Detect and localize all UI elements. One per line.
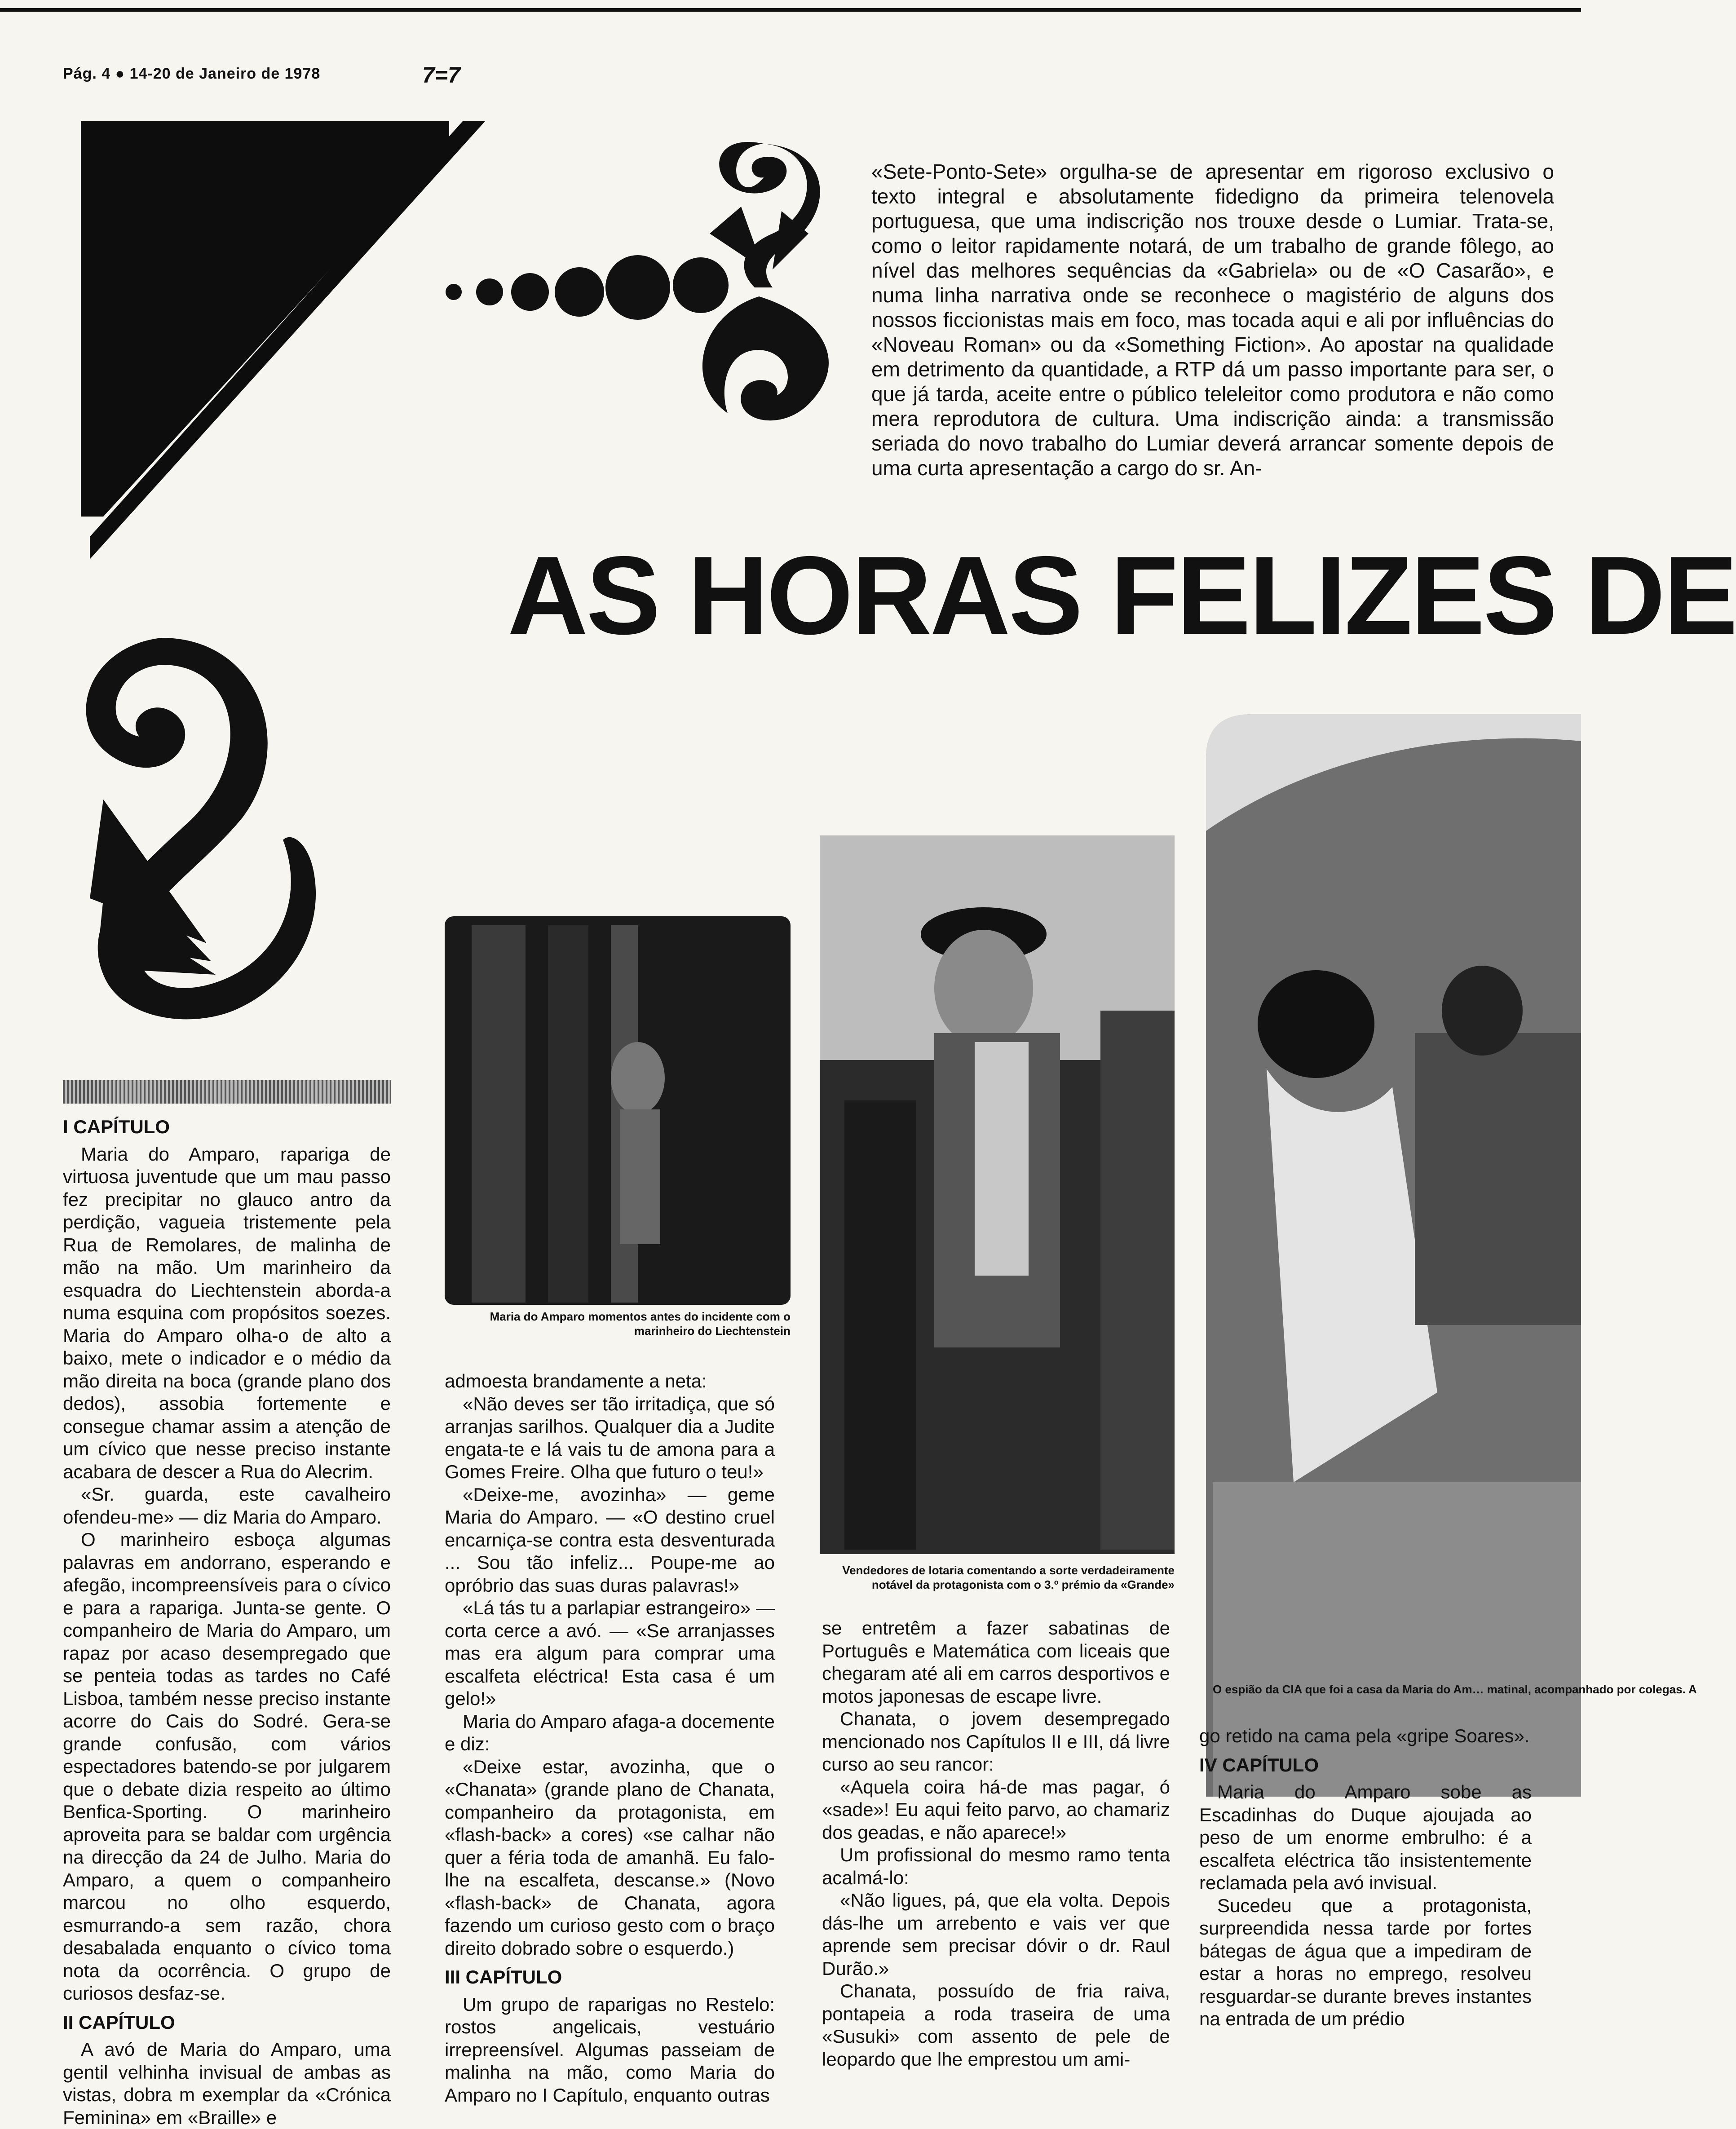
photo-espiao-cia (1206, 714, 1697, 1797)
paragraph: Sucedeu que a protagonista, surpreendida nessa tarde por fortes bátegas de água que a impediram de estar a horas no emprego, resolveu resguardar-se durante breves instantes na entrada de um prédio (1199, 1895, 1532, 2029)
swan-ornament (86, 638, 316, 1019)
paragraph: Chanata, possuído de fria raiva, pontapeia a roda traseira de uma «Susuki» com assento de pele de leopardo que lhe emprestou um ami- (822, 1980, 1170, 2070)
caption-photo-3: O espião da CIA que foi a casa da Maria do Am… matinal, acompanhado por colegas. A (1213, 1683, 1697, 1696)
intro-paragraph: «Sete-Ponto-Sete» orgulha-se de apresentar em rigoroso exclusivo o texto integral e absolutamente fidedigno da primeira telenovela portuguesa, que uma indiscrição nos trouxe desde o Lumiar. Trata-se, como o leitor rapidamente notará, de um trabalho de grande fôlego, ao nível das melhores sequências da «Gabriela» ou de «O Casarão», e numa linha narrativa onde se reconhece o magistério de alguns dos nossos ficcionistas mais em foco, mas tocada aqui e ali por influências do «Noveau Roman» ou da «Something Fiction». Ao apostar na qualidade em detrimento da quantidade, a RTP dá um passo importante para ser, o que já tarda, aceite entre o público teleleitor como produtora e não como mera reprodutora de cultura. Uma indiscrição ainda: a transmissão seriada do novo trabalho do Lumiar deverá arrancar somente depois de uma curta apresentação a cargo do sr. An- (871, 160, 1554, 480)
chapter-heading: II CAPÍTULO (63, 2011, 175, 2033)
decorative-bar (63, 1080, 391, 1104)
paragraph: «Lá tás tu a parlapiar estrangeiro» — corta cerce a avó. — «Se arranjasses mas era algum para comprar uma escalfeta eléctrica! Esta casa é um gelo!» (445, 1597, 775, 1709)
article-column-3 (822, 1617, 1170, 2071)
article-column-1 (63, 1109, 391, 2129)
caption-photo-2: Vendedores de lotaria comentando a sorte verdadeiramente notável da protagonista com o 3.º prémio da «Grande» (842, 1564, 1175, 1591)
chapter-heading: III CAPÍTULO (445, 1966, 562, 1988)
masthead-logo: 7=7 (422, 62, 460, 88)
photo-vendedores-lotaria (820, 835, 1175, 1554)
chapter-heading: I CAPÍTULO (63, 1116, 170, 1137)
paragraph: «Não ligues, pá, que ela volta. Depois dás-lhe um arrebento e vais ver que aprende sem precisar dóvir o dr. Raul Durão.» (822, 1890, 1170, 1979)
paragraph: Um profissional do mesmo ramo tenta acalmá-lo: (822, 1844, 1170, 1888)
headline: AS HORAS FELIZES DE (508, 533, 1736, 658)
article-column-4 (1199, 1725, 1532, 2031)
paragraph: Um grupo de raparigas no Restelo: rostos angelicais, vestuário irrepreensível. Algumas passeiam de malinha na mão, como Maria do Amparo no I Capítulo, enquanto outras (445, 1993, 775, 2106)
paragraph: O marinheiro esboça algumas palavras em andorrano, esperando e afegão, incompreensíveis para o cívico e para a rapariga. Junta-se gente. O companheiro de Maria do Amparo, um rapaz por acaso desempregado que se penteia todas as tardes no Café Lisboa, também nesse preciso instante acorre do Cais do Sodré. Gera-se grande confusão, com vários espectadores batendo-se por julgarem que o debate dizia respeito ao último Benfica-Sporting. O marinheiro aproveita para se baldar com urgência na direcção da 24 de Julho. Maria do Amparo, a quem o companheiro marcou no olho esquerdo, esmurrando-a sem razão, chora desabalada enquanto o cívico toma nota da ocorrência. O grupo de curiosos desfaz-se. (63, 1529, 391, 2004)
paragraph: Maria do Amparo sobe as Escadinhas do Duque ajoujada ao peso de um enorme embrulho: é a escalfeta eléctrica tão insistentemente reclamada pela avó invisual. (1199, 1781, 1532, 1893)
paragraph: «Aquela coira há-de mas pagar, ó «sade»! Eu aqui feito parvo, ao chamariz dos geadas, e não aparece!» (822, 1776, 1170, 1843)
deco-dot (446, 284, 462, 300)
caption-photo-1: Maria do Amparo momentos antes do incidente com o marinheiro do Liechtenstein (490, 1310, 791, 1338)
page-info: Pág. 4 ● 14-20 de Janeiro de 1978 (63, 65, 321, 82)
paragraph: A avó de Maria do Amparo, uma gentil velhinha invisual de ambas as vistas, dobra m exemplar da «Crónica Feminina» em «Braille» e (63, 2039, 391, 2128)
paragraph: Chanata, o jovem desempregado mencionado nos Capítulos II e III, dá livre curso ao seu rancor: (822, 1708, 1170, 1775)
paragraph: Maria do Amparo, rapariga de virtuosa juventude que um mau passo fez precipitar no glauco antro da perdição, vagueia tristemente pela Rua de Remolares, de malinha de mão na mão. Um marinheiro da esquadra do Liechtenstein aborda-a numa esquina com propósitos soezes. Maria do Amparo olha-o de alto a baixo, mete o indicador e o médio da mão direita na boca (grande plano dos dedos), assobia fortemente e consegue chamar assim a atenção de um cívico que nesse preciso instante acabara de descer a Rua do Alecrim. (63, 1143, 391, 1482)
diagonal-band (81, 121, 449, 517)
article-column-2 (445, 1370, 775, 2107)
paragraph: go retido na cama pela «gripe Soares». (1199, 1725, 1530, 1746)
photo-maria-do-amparo (445, 916, 791, 1305)
paragraph: «Deixe estar, avozinha, que o «Chanata» (grande plano de Chanata, companheiro da protagonista, em «flash-back» a cores) «se calhar não quer a féria toda de amanhã. Eu falo-lhe na escalfeta, descanse.» (Novo «flash-back» de Chanata, agora fazendo um curioso gesto com o braço direito dobrado sobre o esquerdo.) (445, 1756, 775, 1959)
paragraph: Maria do Amparo afaga-a docemente e diz: (445, 1710, 775, 1754)
paragraph: «Deixe-me, avozinha» — geme Maria do Amparo. — «O destino cruel encarniça-se contra esta desventurada ... Sou tão infeliz... Poupe-me ao opróbrio das suas duras palavras!» (445, 1484, 775, 1596)
chapter-heading: IV CAPÍTULO (1199, 1754, 1319, 1776)
paragraph: «Não deves ser tão irritadiça, que só arranjas sarilhos. Qualquer dia a Judite engata-te e lá vais tu de amona para a Gomes Freire. Olha que futuro o teu!» (445, 1393, 775, 1482)
paragraph: admoesta brandamente a neta: (445, 1370, 707, 1391)
paragraph: se entretêm a fazer sabatinas de Português e Matemática com liceais que chegaram até ali em carros desportivos e motos japonesas de escape livre. (822, 1617, 1170, 1707)
paragraph: «Sr. guarda, este cavalheiro ofendeu-me» — diz Maria do Amparo. (63, 1484, 391, 1528)
